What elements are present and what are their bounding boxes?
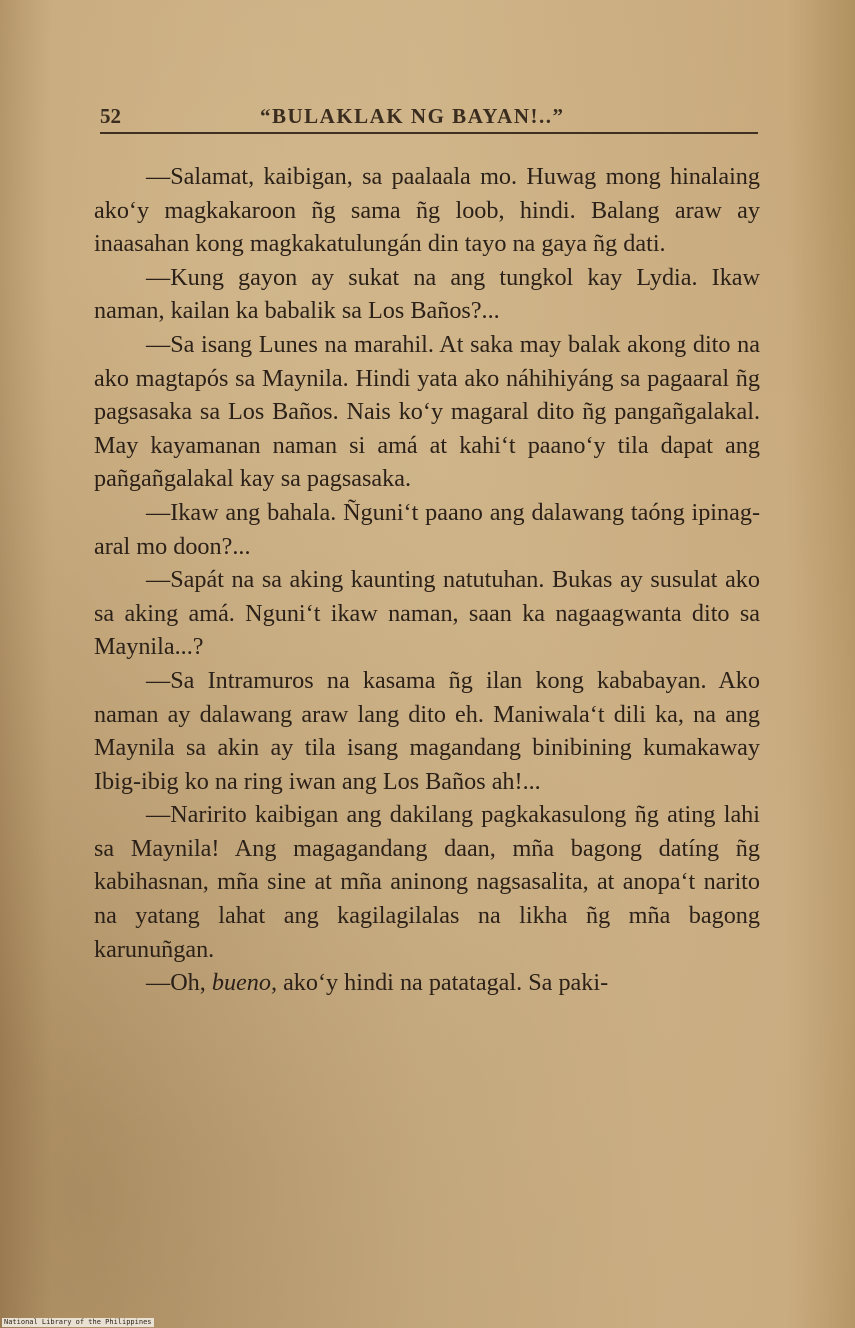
paragraph: —Ikaw ang bahala. Ñguni‘t paano ang dalawang taóng ipinag-aral mo doon?... bbox=[94, 498, 760, 560]
italic-word: bueno, bbox=[211, 969, 278, 997]
paragraph: —Naririto kaibigan ang dakilang pagkakasulong ñg ating lahi sa Maynila! Ang magagandang daan, mña bagong datíng ñg kabihasnan, mña sine at mña aninong nagsasalita, at anopa‘t narito na yatang lahat ang kagilagilalas na likha ñg mña bagong karunuñgan. bbox=[94, 801, 760, 963]
body-text bbox=[94, 160, 760, 1000]
page-header bbox=[100, 100, 758, 140]
paragraph: —Salamat, kaibigan, sa paalaala mo. Huwag mong hinalaing ako‘y magkakaroon ñg sama ñg loob, hindi. Balang araw ay inaasahan kong magkakatulungán din tayo na gaya ñg dati. bbox=[94, 163, 760, 258]
paragraph: —Kung gayon ay sukat na ang tungkol kay Lydia. Ikaw naman, kailan ka babalik sa Los Baños?... bbox=[94, 263, 760, 325]
paragraph-last-end: ako‘y hindi na patatagal. Sa paki- bbox=[277, 969, 609, 997]
paragraph: —Sapát na sa aking kaunting natutuhan. Bukas ay susulat ako sa aking amá. Nguni‘t ikaw naman, saan ka nagaagwanta dito sa Maynila...? bbox=[94, 566, 760, 661]
paragraph: —Sa Intramuros na kasama ñg ilan kong kababayan. Ako naman ay dalawang araw lang dito eh. Maniwala‘t dili ka, na ang Maynila sa akin ay tila isang magandang binibining kumakaway Ibig-ibig ko na ring iwan ang Los Baños ah!... bbox=[94, 666, 760, 795]
paragraph: —Sa isang Lunes na marahil. At saka may balak akong dito na ako magtapós sa Maynila. Hindi yata ako náhihiyáng sa pagaaral ñg pagsasaka sa Los Baños. Nais ko‘y magaral dito ñg pangañgalakal. May kayamanan naman si amá at kahi‘t paano‘y tila dapat ang pañgañgalakal kay sa pagsasaka. bbox=[94, 330, 760, 493]
library-credit: National Library of the Philippines bbox=[4, 1318, 152, 1326]
paragraph-last bbox=[94, 966, 760, 1000]
header-rule bbox=[100, 132, 758, 134]
page-number: 52 bbox=[100, 104, 121, 128]
paragraph-last-start: —Oh, bbox=[146, 969, 212, 997]
running-head: “BULAKLAK NG BAYAN!..” bbox=[260, 104, 565, 128]
